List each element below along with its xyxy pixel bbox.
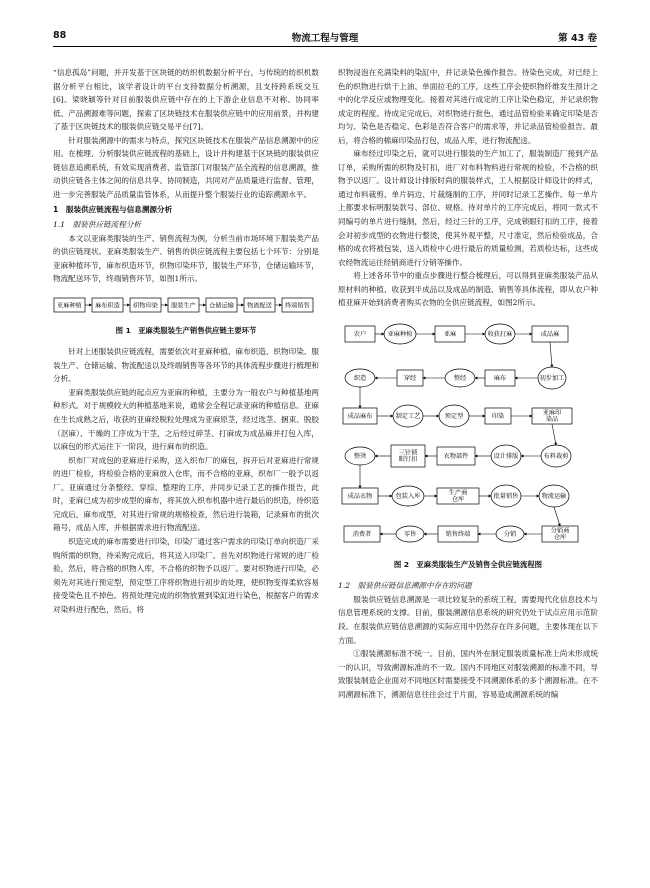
flow-node-rect <box>485 370 515 386</box>
flow-node-rect <box>435 326 465 342</box>
svg-text:布料裁剪: 布料裁剪 <box>543 452 569 460</box>
paragraph: 本文以亚麻类服装的生产、销售流程为例，分析当前市场环境下服装类产品的供应链现状。亚麻类服装生产、销售的供应链流程主要包括七个环节：分别是亚麻种植环节，麻布织造环节，织物印染环节，服装生产环节，仓储运输环节，物流配送环节，终端销售环节，如图1所示。 <box>53 233 319 284</box>
svg-text:销售终端: 销售终端 <box>445 530 471 538</box>
svg-text:穿经: 穿经 <box>403 374 417 382</box>
svg-text:制定工艺: 制定工艺 <box>395 412 421 420</box>
flow-node-rect <box>391 445 425 467</box>
svg-text:整经: 整经 <box>453 374 467 382</box>
flow-node-ellipse <box>496 526 524 542</box>
flow-node-rect <box>342 488 378 504</box>
figure-1-caption: 图 1 亚麻类服装生产销售供应链主要环节 <box>115 325 257 335</box>
flow-arrow <box>552 424 556 445</box>
svg-text:消费者: 消费者 <box>352 530 372 538</box>
paragraph: 织造完成的麻布需要进行印染，印染厂通过客户需求的印染订单向织造厂采购所需的织物，待采购完成后，将其送入印染厂。首先对织物进行常规的进厂检验，然后，将合格的织物入库，不合格的织物予以返厂。要对织物进行印染，必须先对其进行预定型，预定型工序将织物进行初步的处理，使织物变得柔软容易接受染色且不掉色。将预处理完成的织物放置到染缸进行染色，根据客户的需求对染料进行配色，然后，将 <box>53 536 319 614</box>
svg-text:成品衣物: 成品衣物 <box>347 492 373 500</box>
flow-node-ellipse <box>384 324 416 344</box>
flow-node-ellipse <box>345 447 375 465</box>
flow-node-ellipse <box>538 367 566 389</box>
flow-node-rect <box>345 326 375 342</box>
svg-text:仓储运输: 仓储运输 <box>209 302 234 310</box>
flow-node-ellipse <box>539 485 569 507</box>
flow-node-ellipse <box>439 405 469 427</box>
paragraph: 织布厂对成包的亚麻进行采购，送入织布厂的麻包，拆开后对亚麻进行常规的进厂检验，将检验合格的亚麻放入仓库，而不合格的亚麻，织布厂一般予以返厂。亚麻通过分条整经、穿综、整理的工序，并同步记录工艺的操作报告，此时，亚麻已成为初步成型的麻布，将其放入织布机器中进行最后的织造，待织造完成后，麻布成型，对其进行常规的规格检查，然后进行装箱，记录麻布的批次箱号，成品入库，并根据需求进行物流配送。 <box>53 455 319 533</box>
section-heading: 1 服装供应链流程与信息溯源分析 <box>53 205 173 215</box>
svg-text:物流运输: 物流运输 <box>541 492 567 500</box>
paragraph: 将上述各环节中的重点步骤进行整合梳理后，可以得到亚麻类服装产品从原材料的种植、收获到半成品以及成品的制造、销售等具体流程，即从农户种植亚麻开始到消费者购买衣物的全供应链流程，如图2所示。 <box>338 271 598 308</box>
flow-node-ellipse <box>392 486 424 506</box>
svg-text:生产商仓库: 生产商仓库 <box>448 489 468 503</box>
paragraph: “信息孤岛”问题，并开发基于区块链的纺织机数据分析平台，与传统的纺织机数据分析平台相比，该学者设计的平台支持数据分析溯源，且支持跨系统交互[6]。梁晓颖等针对目前服装供应链中存在的上下游企业信息不对称、协同率低、产品溯源难等问题，探索了区块链技术在服装供应链中的应用前景，并构建了基于区块链技术的服装供应链交易平台[7]。 <box>53 68 319 132</box>
svg-text:成品麻: 成品麻 <box>540 330 560 338</box>
right-column <box>338 66 598 701</box>
svg-text:分销: 分销 <box>503 530 517 538</box>
figure-1 <box>53 290 319 320</box>
flow-node-rect <box>485 408 511 424</box>
flow-node-rect <box>532 408 572 424</box>
svg-text:零售: 零售 <box>403 530 417 538</box>
flow-node-rect <box>343 408 377 424</box>
flow-node-rect <box>344 526 380 542</box>
flow-node-rect <box>542 526 578 542</box>
flow-node-rect <box>438 526 478 542</box>
flow-arrow <box>550 342 552 367</box>
flow-box <box>130 298 161 312</box>
svg-text:服装生产: 服装生产 <box>171 302 196 310</box>
svg-text:收获打麻: 收获打麻 <box>487 330 513 338</box>
svg-text:农户: 农户 <box>353 330 367 338</box>
svg-text:初步加工: 初步加工 <box>539 374 565 382</box>
flow-arrow <box>554 507 560 526</box>
running-header <box>53 30 597 47</box>
svg-text:设计排版: 设计排版 <box>493 452 519 460</box>
figure-2-caption: 图 2 亚麻类服装生产及销售全供应链流程图 <box>393 559 543 569</box>
svg-text:三针锁眼钉扣: 三针锁眼钉扣 <box>398 449 418 463</box>
flow-node-ellipse <box>445 369 475 387</box>
svg-text:织造: 织造 <box>353 374 367 382</box>
svg-text:亚麻: 亚麻 <box>443 330 457 338</box>
flow-box <box>92 298 123 312</box>
flow-node-ellipse <box>345 369 375 387</box>
page-number: 88 <box>53 30 67 41</box>
flow-node-rect <box>397 370 423 386</box>
flow-node-rect <box>437 488 479 504</box>
paragraph: 麻布经过印染之后，就可以进行服装的生产加工了，服装制造厂接到产品订单，采购所需的织物及钉扣，进厂对布料物料进行常规的检验，不合格的织物予以返厂。设计师设计排版时尚的服装样式，工人根据设计师设计的样式，通过布料裁剪、单片码边、片裁缝制的工序，并同时记录工艺操作。每一单片上都要求标明服装款号、部位、规格。待对单片的工序完成后，将同一款式不同编号的单片进行缝制，然后，经过三针的工序，完成锁眼钉扣的工序，接着会对初步成型的衣物进行整烫，使其外观平整，尺寸准定，然后检验成品，合格的成衣将被包装，送入质检中心进行最后的质量检测，若质检达标，这些成衣经物流运往经销商进行分销等操作。 <box>338 149 598 267</box>
svg-text:麻布织造: 麻布织造 <box>95 302 120 310</box>
paragraph: 亚麻类服装供应链的起点应为亚麻的种植，主要分为一般农户与种植基地两种形式。对于规模较大的种植基地来说，通常会全程记录亚麻的种植信息。亚麻在生长成熟之后，收获的亚麻经脱粒处理成为亚麻原茎，经过选茎、捆束、脱胶（沤麻）、干燥的工序成为干茎，之后经过碎茎、打麻成为成品麻并打包入库，以麻包的形式运往下一阶段，进行麻布的织造。 <box>53 387 319 452</box>
svg-text:织物印染: 织物印染 <box>133 302 158 310</box>
journal-title: 物流工程与管理 <box>291 33 359 44</box>
flow-node-rect <box>437 447 475 465</box>
flow-node-rect <box>532 326 568 342</box>
svg-text:亚麻种植: 亚麻种植 <box>387 330 413 338</box>
svg-text:麻布: 麻布 <box>493 374 507 382</box>
flow-node-ellipse <box>393 405 423 427</box>
volume-label: 第 43 卷 <box>558 33 597 44</box>
svg-text:预定型: 预定型 <box>444 412 464 420</box>
svg-text:印染: 印染 <box>491 412 505 420</box>
svg-text:衣物部件: 衣物部件 <box>443 452 469 460</box>
svg-text:批量销售: 批量销售 <box>493 492 519 500</box>
paragraph: 织物浸泡在充满染料的染缸中，并记录染色操作报告。待染色完成，对已经上色的织物进行烘干上油、单面拉毛的工序，这些工序会使织物纤维发生预计之中的化学反应或物理变化。接着对其进行成定的工序让染色稳定，并记录织物成定的程度。待成定完成后，对织物进行批色，通过品管检验来确定印染是否均匀、染色是否稳定、色彩是否符合客户的需求等，并记录品管检验报告。最后，将合格的棉麻印染品打包，成品入库，进行物流配送。 <box>338 68 598 145</box>
flow-box <box>206 298 237 312</box>
svg-text:亚麻种植: 亚麻种植 <box>57 302 82 310</box>
flow-box <box>168 298 199 312</box>
subsection-heading: 1.2 服装供应链信息溯源中存在的问题 <box>338 581 472 591</box>
paragraph: 服装供应链信息溯源是一项比较复杂的系统工程，需要现代化信息技术与信息管理系统的支撑。目前，服装溯源信息系统的研究仍处于试点应用示范阶段。在服装供应链信息溯源的实际应用中仍然存在许多问题，主要体现在以下方面。 <box>338 594 598 645</box>
paragraph: ①服装溯源标准不统一。目前，国内外在制定服装质量标准上尚未形成统一的认识，导致溯源标准的不一致。国内不同地区对服装溯源的标准不同，导致服装制造企业面对不同地区时需要接受不同溯源体系的多个溯源标准。在不同溯源标准下，溯源信息往往会过于片面，容易造成溯源系统的编 <box>338 649 598 699</box>
paragraph: 针对服装溯源中的需求与特点，探究区块链技术在服装产品信息溯源中的应用。在梳理、分析服装供应链流程的基础上，设计并构建基于区块链的服装供应链信息追溯系统，有效实现消费者、监管部门对服装产品全流程的信息溯源，推动供应链各主体之间的信息共享、协同制造，共同对产品质量进行监督、管理，进一步完善服装产品质量监管体系，从而提升整个服装行业的追踪溯源水平。 <box>53 135 319 199</box>
flow-box <box>244 298 275 312</box>
svg-text:物流配送: 物流配送 <box>247 302 272 310</box>
paragraph: 针对上述服装供应链流程，需要依次对亚麻种植、麻布织造、织物印染、服装生产、仓储运输、物流配送以及终端销售等各环节的具体流程步骤进行梳理和分析。 <box>53 347 319 384</box>
flow-node-ellipse <box>485 324 515 344</box>
figure-2-flowchart <box>338 316 598 554</box>
left-column <box>53 66 319 616</box>
flow-node-ellipse <box>541 445 571 467</box>
svg-text:整烫: 整烫 <box>353 452 367 460</box>
flow-box <box>282 298 313 312</box>
flow-node-ellipse <box>396 526 424 542</box>
svg-text:分销商仓库: 分销商仓库 <box>550 527 570 541</box>
svg-text:终端销售: 终端销售 <box>285 302 310 310</box>
svg-text:亚麻印染品: 亚麻印染品 <box>542 409 562 423</box>
svg-text:包装入库: 包装入库 <box>395 492 421 500</box>
flow-node-ellipse <box>491 445 521 467</box>
subsection-heading: 1.1 服装供应链流程分析 <box>53 220 142 230</box>
figure-1-diagram <box>53 290 319 320</box>
flow-box <box>54 298 85 312</box>
flow-node-ellipse <box>491 485 521 507</box>
svg-text:成品麻布: 成品麻布 <box>347 412 373 420</box>
